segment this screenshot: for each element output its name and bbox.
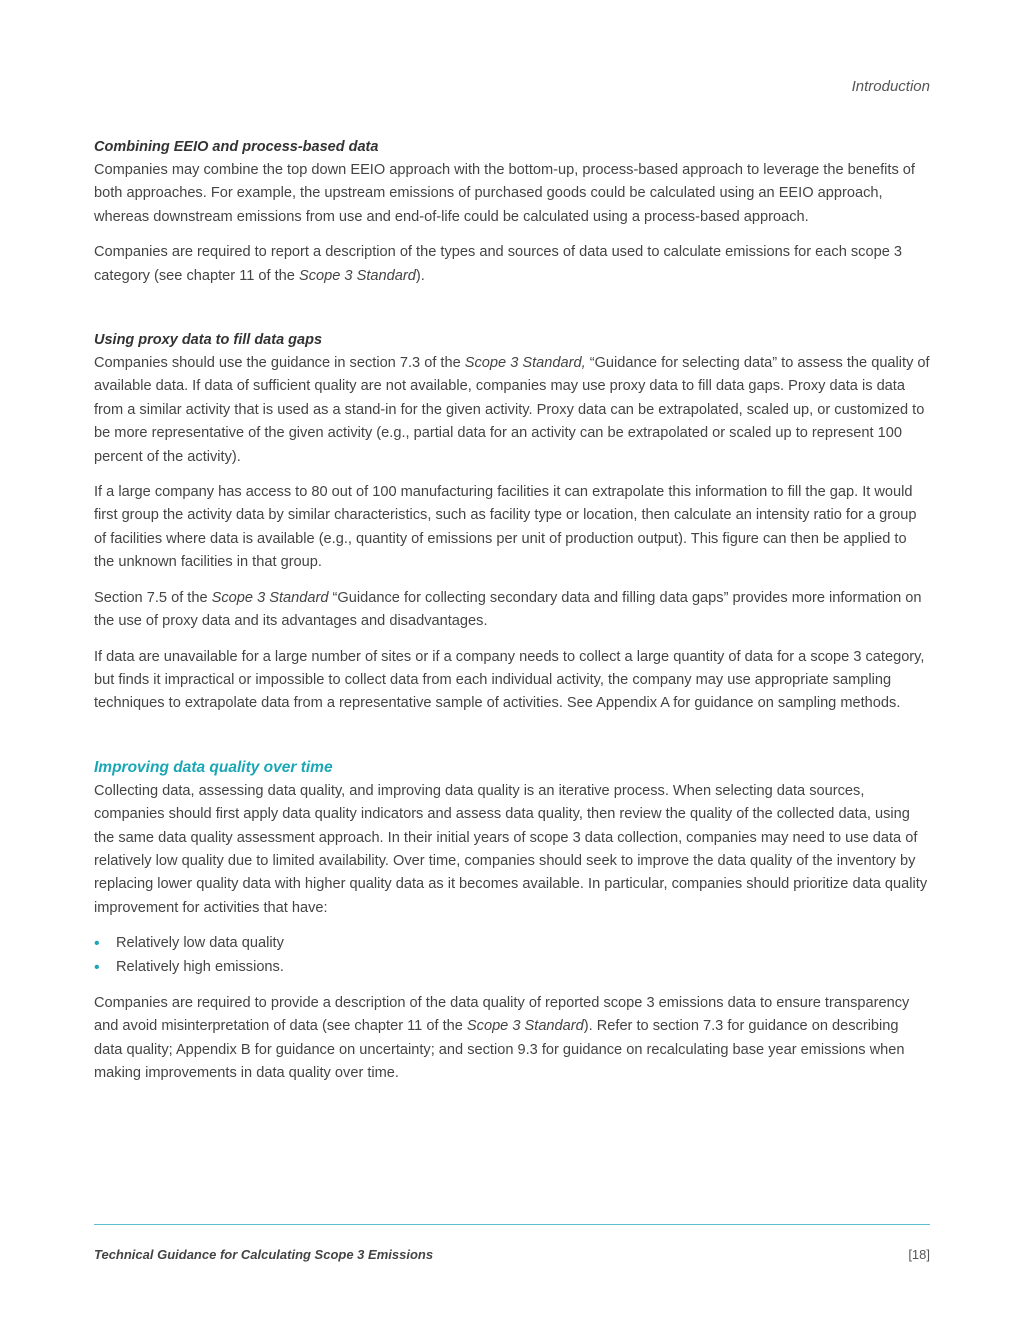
text-run: “Guidance for collecting secondary data and filling data gaps” provides more information on the use of proxy data and its advantages and disadvantages. <box>94 589 922 630</box>
spacer <box>94 300 930 330</box>
list-item-text: Relatively low data quality <box>116 935 284 952</box>
paragraph: Companies may combine the top down EEIO approach with the bottom-up, process-based approach to leverage the benefits of both approaches. For example, the upstream emissions of purchased goods could be calculated using an EEIO approach, whereas downstream emissions from use and end-of-life could be calculated using a process-based approach. <box>94 162 915 225</box>
text-run: ). <box>415 267 425 284</box>
section-heading: Improving data quality over time <box>94 758 333 776</box>
text-run: Companies are required to report a description of the types and sources of data used to calculate emissions for each scope 3 category (see chapter 11 of the <box>94 244 902 284</box>
text-run: Companies should use the guidance in section 7.3 of the <box>94 355 465 372</box>
paragraph <box>94 241 930 288</box>
bullet-list <box>94 932 930 980</box>
bullet-dot-icon: • <box>94 958 100 976</box>
running-header: Introduction <box>851 78 930 95</box>
text-run: Companies are required to provide a description of the data quality of reported scope 3 emissions data to ensure transparency and avoid misinterpretation of data (see chapter 11 of the <box>94 994 910 1035</box>
section-heading: Using proxy data to fill data gaps <box>94 332 323 349</box>
bullet-dot-icon: • <box>94 935 100 953</box>
section-combining-eeio <box>94 137 930 288</box>
footer-divider <box>94 1224 930 1225</box>
spacer <box>94 728 930 758</box>
document-page <box>94 0 930 1320</box>
paragraph: If a large company has access to 80 out of 100 manufacturing facilities it can extrapolate this information to fill the gap. It would first group the activity data by similar characteristics, such as facility type or location, then calculate an intensity ratio for a group of facilities where data is available (e.g., quantity of emissions per unit of production output). This figure can then be applied to the unknown facilities in that group. <box>94 484 917 571</box>
list-item <box>94 956 930 980</box>
italic-reference: Scope 3 Standard, <box>464 355 586 372</box>
italic-reference: Scope 3 Standard <box>211 589 329 606</box>
page-content <box>94 137 930 1097</box>
section-improving-quality <box>94 758 930 1086</box>
page-number: [18] <box>908 1247 930 1262</box>
paragraph: Collecting data, assessing data quality, and improving data quality is an iterative process. When selecting data sources, companies should first apply data quality indicators and assess data quality, then review the quality of the collected data, using the same data quality assessment approach. In their initial years of scope 3 data collection, companies may need to use data of relatively low quality due to limited availability. Over time, companies should seek to improve the data quality of the inventory by replacing lower quality data with higher quality data as it becomes available. In particular, companies should prioritize data quality improvement for activities that have: <box>94 782 928 916</box>
section-proxy-data <box>94 330 930 716</box>
section-heading: Combining EEIO and process-based data <box>94 139 379 155</box>
italic-reference: Scope 3 Standard <box>298 267 416 284</box>
list-item-text: Relatively high emissions. <box>116 958 284 975</box>
footer-document-title: Technical Guidance for Calculating Scope 3 Emissions <box>94 1247 434 1262</box>
text-run: “Guidance for selecting data” to assess the quality of available data. If data of sufficient quality are not available, companies may use proxy data to fill data gaps. Proxy data is data from a similar activity that is used as a stand-in for the given activity. Proxy data can be extrapolated, scaled up, or customized to be more representative of the given activity (e.g., partial data for an activity can be extrapolated or scaled up to represent 100 percent of the activity). <box>94 355 930 465</box>
list-item <box>94 932 930 956</box>
paragraph <box>94 992 930 1086</box>
paragraph <box>94 352 930 469</box>
paragraph: If data are unavailable for a large number of sites or if a company needs to collect a large quantity of data for a scope 3 category, but finds it impractical or impossible to collect data from each individual activity, the company may use appropriate sampling techniques to extrapolate data from a representative sample of activities. See Appendix A for guidance on sampling methods. <box>94 648 925 712</box>
italic-reference: Scope 3 Standard <box>466 1018 584 1035</box>
text-run: ). Refer to section 7.3 for guidance on describing data quality; Appendix B for guidance on uncertainty; and section 9.3 for guidance on recalculating base year emissions when making improvements in data quality over time. <box>94 1018 905 1081</box>
text-run: Section 7.5 of the <box>94 589 212 606</box>
paragraph <box>94 587 930 634</box>
